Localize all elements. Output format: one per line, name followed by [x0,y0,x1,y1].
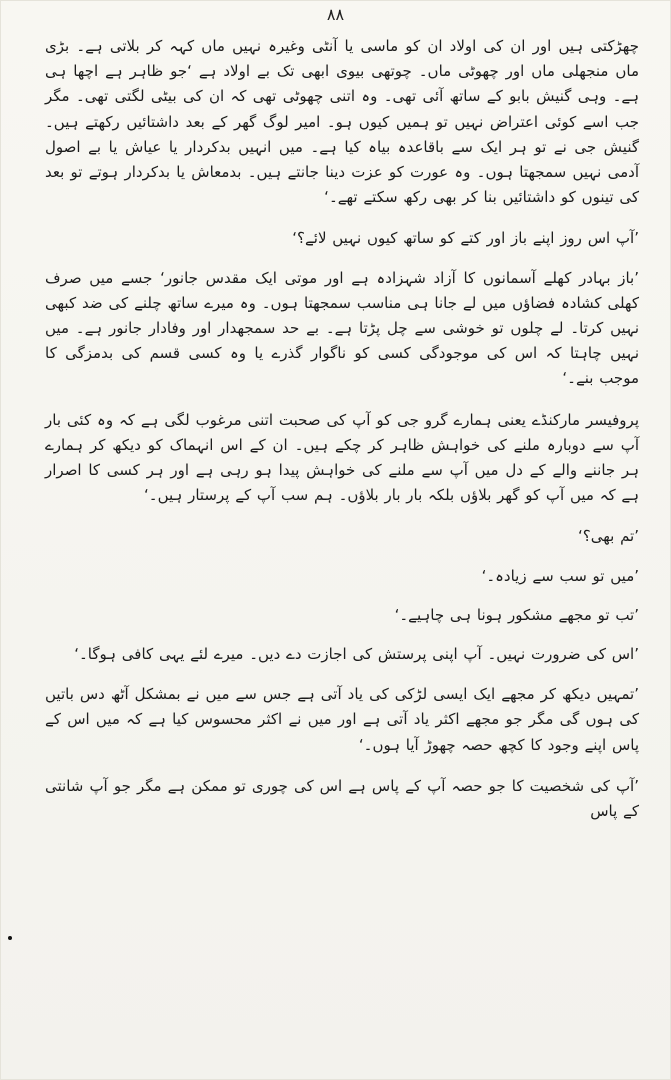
paragraph-3: ’باز بہادر کھلے آسمانوں کا آزاد شہزادہ ہے اور موتی ایک مقدس جانور‘ جسے میں صرف کھلی کشادہ فضاؤں میں لے جانا ہی مناسب سمجھتا ہوں۔ وہ میرے ساتھ چلنے کی ضد کبھی نہیں کرتا۔ لے چلوں تو خوشی سے چل پڑتا ہے۔ بے حد سمجھدار اور وفادار جانور ہے۔ میں نہیں چاہتا کہ اس کی موجودگی کسی کو ناگوار گذرے یا وہ کسی قسم کی بدمزگی کا موجب بنے۔‘ [45,268,639,388]
page-number: ۸۸ [326,5,345,24]
paragraph-7: ’تب تو مجھے مشکور ہونا ہی چاہیے۔‘ [394,605,639,624]
paragraph-1: چھڑکتی ہیں اور ان کی اولاد ان کو ماسی یا آنٹی وغیرہ نہیں ماں کہہ کر بلاتی ہے۔ بڑی ماں منجھلی ماں اور چھوٹی ماں۔ چوتھی بیوی ابھی تک بے اولاد ہے ‘جو ظاہر ہے اچھا ہی ہے۔ وہی گنیش بابو کے ساتھ آئی تھی۔ وہ اتنی چھوٹی تھی کہ ان کی بیٹی لگتی تھی۔ مگر جب اسے کوئی اعتراض نہیں تو ہمیں کیوں ہو۔ امیر لوگ گھر کے بعد داشتائیں رکھتے ہیں۔ گنیش جی نے تو ہر ایک سے باقاعدہ بیاہ کیا ہے۔ میں انہیں بدکردار یا عیاش یا بے اصول آدمی نہیں سمجھتا ہوں۔ وہ عورت کو عزت دینا جانتے ہیں۔ بدمعاش یا بدکردار ہوتے تو بعد کی تینوں کو داشتائیں بنا کر بھی رکھ سکتے تھے۔‘ [45,37,639,207]
page-text [45,34,639,840]
paragraph-8: ’اس کی ضرورت نہیں۔ آپ اپنی پرستش کی اجازت دے دیں۔ میرے لئے یہی کافی ہوگا۔‘ [74,645,639,664]
paragraph-5: ’تم بھی؟‘ [577,527,639,546]
paragraph-2: ’آپ اس روز اپنے باز اور کتے کو ساتھ کیوں نہیں لائے؟‘ [292,229,639,248]
paragraph-10: ’آپ کی شخصیت کا جو حصہ آپ کے پاس ہے اس کی چوری تو ممکن ہے مگر جو آپ شانتی کے پاس [45,776,639,821]
paragraph-6: ’میں تو سب سے زیادہ۔‘ [481,566,639,585]
paragraph-4: پروفیسر مارکنڈے یعنی ہمارے گرو جی کو آپ کی صحبت اتنی مرغوب لگی ہے کہ وہ کئی بار آپ سے دوبارہ ملنے کی خواہش ظاہر کر چکے ہیں۔ ان کے اس انہماک کو دیکھ کر ہمارے ہر جاننے والے کے دل میں آپ سے ملنے کی خواہش پیدا ہو رہی ہے اور ہر کسی کا اصرار ہے کہ میں آپ کو گھر بلاؤں بلکہ بار بار بلاؤں۔ ہم سب آپ کے پرستار ہیں۔‘ [45,410,639,505]
margin-dot [8,936,12,940]
paragraph-9: ’تمہیں دیکھ کر مجھے ایک ایسی لڑکی کی یاد آتی ہے جس سے میں نے بمشکل آٹھ دس باتیں کی ہوں گی مگر جو مجھے اکثر یاد آتی ہے اور میں نے اکثر محسوس کیا ہے کہ میں اس کے پاس اپنے وجود کا کچھ حصہ چھوڑ آیا ہوں۔‘ [45,685,639,754]
